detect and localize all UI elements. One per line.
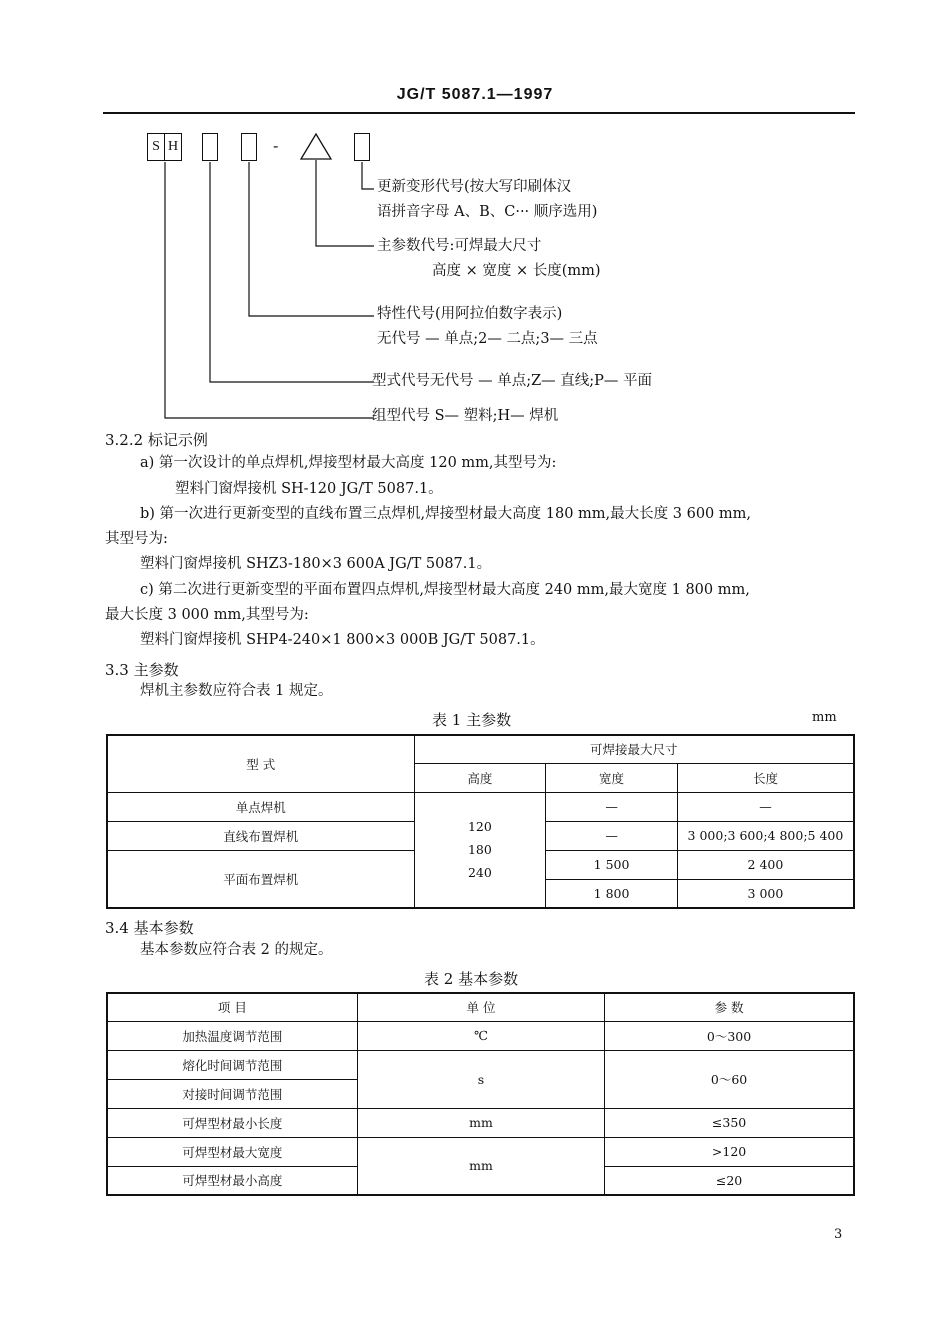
label-type: 型式代号无代号 — 单点;Z— 直线;P— 平面: [372, 373, 653, 389]
table2-basic-parameters: [106, 992, 855, 1196]
table1-row-single-point: 单点焊机: [107, 792, 414, 821]
table1-cell: 3 000: [677, 879, 854, 908]
table2-item: 可焊型材最大宽度: [107, 1137, 357, 1166]
table2-item: 可焊型材最小高度: [107, 1166, 357, 1195]
label-group: 组型代号 S— 塑料;H— 焊机: [372, 408, 559, 424]
table1-cell: —: [677, 792, 854, 821]
table1-row-planar: 平面布置焊机: [107, 850, 414, 908]
example-b-line1: b) 第一次进行更新变型的直线布置三点焊机,焊接型材最大高度 180 mm,最大长度 3 600 mm,: [140, 506, 751, 522]
label-feature-line2: 无代号 — 单点;2— 二点;3— 三点: [377, 331, 598, 347]
table1-row-linear: 直线布置焊机: [107, 821, 414, 850]
table1-height-value: 120: [467, 819, 492, 835]
table2-item: 熔化时间调节范围: [107, 1050, 357, 1079]
table2-item: 对接时间调节范围: [107, 1079, 357, 1108]
table1-height-value: 240: [467, 865, 492, 881]
main-parameter-triangle: [301, 134, 331, 159]
example-c-line3: 塑料门窗焊接机 SHP4-240×1 800×3 000B JG/T 5087.1。: [140, 632, 545, 648]
section-33-text: 焊机主参数应符合表 1 规定。: [140, 683, 333, 699]
section-34-text: 基本参数应符合表 2 的规定。: [140, 942, 333, 958]
code-box-s: S: [147, 133, 165, 161]
table2-header-param: 参 数: [605, 993, 854, 1021]
leader-line-group: [165, 162, 374, 418]
table1-height-value: 180: [467, 842, 492, 858]
table1-main-parameters: [106, 734, 855, 909]
table2-param: 0～60: [605, 1050, 854, 1108]
table1-cell: —: [546, 821, 678, 850]
table2-unit: mm: [357, 1137, 604, 1195]
leader-line-main-parameter: [316, 160, 374, 246]
table2-unit: s: [357, 1050, 604, 1108]
table1-header-length: 长度: [677, 763, 854, 792]
table2-caption: 表 2 基本参数: [424, 970, 519, 988]
table2-unit: mm: [357, 1108, 604, 1137]
table2-item: 加热温度调节范围: [107, 1021, 357, 1050]
label-variant-line2: 语拼音字母 A、B、C··· 顺序选用): [377, 204, 598, 220]
example-a-line1: a) 第一次设计的单点焊机,焊接型材最大高度 120 mm,其型号为:: [140, 455, 557, 471]
standard-number-header: JG/T 5087.1—1997: [396, 86, 554, 103]
example-a-line2: 塑料门窗焊接机 SH-120 JG/T 5087.1。: [175, 481, 443, 497]
table2-param: ≤350: [605, 1108, 854, 1137]
page-number: 3: [834, 1227, 843, 1242]
table2-param: 0～300: [605, 1021, 854, 1050]
table1-unit: mm: [812, 710, 837, 725]
table1-caption: 表 1 主参数: [432, 711, 512, 729]
code-dash: -: [273, 136, 279, 155]
label-main-param-line1: 主参数代号:可焊最大尺寸: [377, 238, 542, 254]
table2-param: >120: [605, 1137, 854, 1166]
example-b-line2: 其型号为:: [105, 531, 168, 547]
table1-cell: —: [546, 792, 678, 821]
section-322-heading: 3.2.2 标记示例: [105, 431, 208, 449]
example-c-line2: 最大长度 3 000 mm,其型号为:: [105, 607, 309, 623]
example-c-line1: c) 第二次进行更新变型的平面布置四点焊机,焊接型材最大高度 240 mm,最大宽度 1 800 mm,: [140, 582, 750, 598]
table1-header-group: 可焊接最大尺寸: [414, 735, 854, 763]
section-33-heading: 3.3 主参数: [105, 661, 179, 679]
table1-cell: 1 800: [546, 879, 678, 908]
example-b-line3: 塑料门窗焊接机 SHZ3-180×3 600A JG/T 5087.1。: [140, 556, 492, 572]
table2-unit: ℃: [357, 1021, 604, 1050]
table1-header-height: 高度: [414, 763, 546, 792]
label-feature-line1: 特性代号(用阿拉伯数字表示): [377, 306, 563, 322]
table1-cell: 1 500: [546, 850, 678, 879]
section-34-heading: 3.4 基本参数: [105, 919, 194, 937]
table2-header-item: 项 目: [107, 993, 357, 1021]
table1-header-width: 宽度: [546, 763, 678, 792]
table1-heights-cell: [414, 792, 546, 908]
label-variant-line1: 更新变形代号(按大写印刷体汉: [377, 179, 572, 195]
table1-header-type: 型 式: [107, 735, 414, 792]
leader-line-variant: [362, 162, 374, 189]
table2-param: ≤20: [605, 1166, 854, 1195]
table1-cell: 2 400: [677, 850, 854, 879]
leader-line-feature: [249, 162, 374, 316]
code-box-h: H: [164, 133, 182, 161]
table2-header-unit: 单 位: [357, 993, 604, 1021]
table2-item: 可焊型材最小长度: [107, 1108, 357, 1137]
label-main-param-line2: 高度 × 宽度 × 长度(mm): [432, 263, 601, 279]
table1-cell: 3 000;3 600;4 800;5 400: [677, 821, 854, 850]
leader-line-type: [210, 162, 374, 382]
